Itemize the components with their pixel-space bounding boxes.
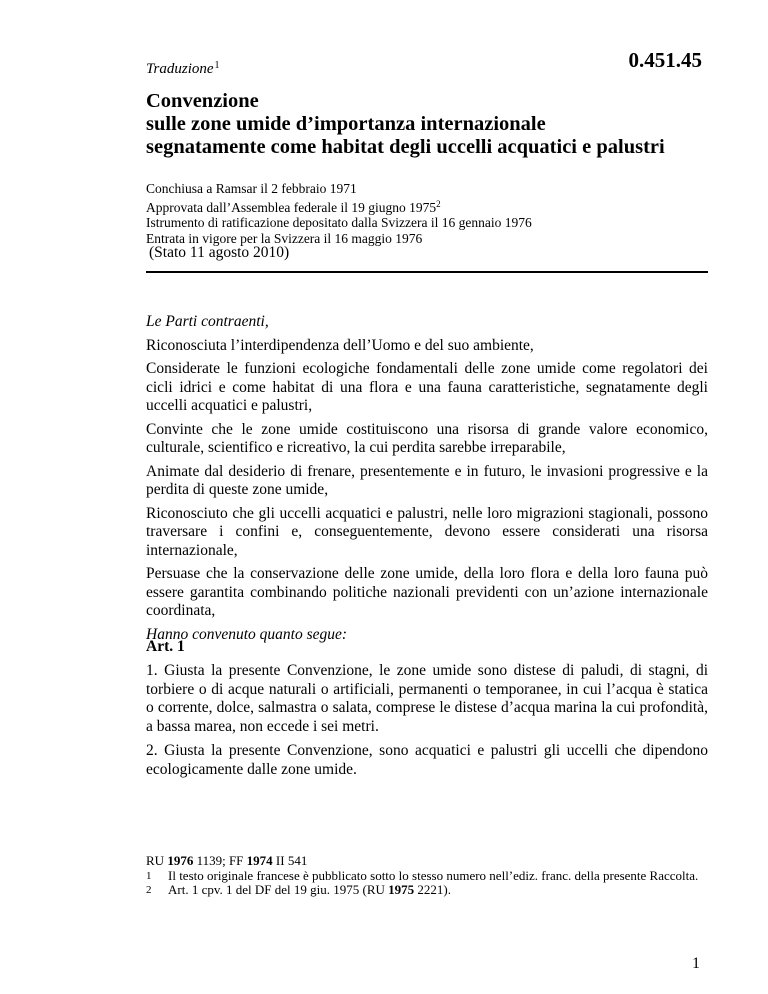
footnote-ref-1[interactable]: 1: [214, 60, 220, 71]
fn-text: Art. 1 cpv. 1 del DF del 19 giu. 1975 (RU: [168, 882, 389, 897]
fn-text: 1139; FF: [193, 853, 247, 868]
footnote-2: [146, 883, 708, 898]
fn-year: 1974: [246, 853, 273, 868]
fn-text: 2221).: [414, 882, 451, 897]
article-heading: Art. 1: [146, 638, 185, 655]
preamble-paragraph: Considerate le funzioni ecologiche fondamentali delle zone umide come regolatori dei cicli idrici e come habitat di una flora e una fauna caratteristiche, segnatamente degli uccelli acquatici e palustri,: [146, 360, 708, 414]
title-line-2: sulle zone umide d’importanza internazionale: [146, 113, 546, 135]
fn-year: 1975: [388, 882, 415, 897]
article-paragraph-1: 1. Giusta la presente Convenzione, le zone umide sono distese di paludi, di stagni, di torbiere o di acque naturali o artificiali, permanenti o temporanee, in cui l’acqua è statica o corrente, dolce, salmastra o salata, comprese le distese d’acqua marina la cui profondità, a bassa marea, non eccede i sei metri.: [146, 662, 708, 735]
preamble-paragraph: Riconosciuto che gli uccelli acquatici e palustri, nelle loro migrazioni stagionali, possono traversare i confini e, conseguentemente, devono essere considerati una risorsa internazionale,: [146, 504, 708, 559]
article-body: [146, 662, 708, 785]
page-number: 1: [692, 955, 700, 972]
preamble-paragraph: Animate dal desiderio di frenare, presentemente e in futuro, le invasioni progressive e la perdita di queste zone umide,: [146, 462, 708, 498]
translation-label: [146, 60, 220, 78]
meta-entry-into-force: Entrata in vigore per la Svizzera il 16 maggio 1976: [146, 230, 423, 246]
meta-concluded: Conchiusa a Ramsar il 2 febbraio 1971: [146, 181, 357, 196]
footnote-number: 1: [146, 869, 152, 882]
footnote-ref-2[interactable]: 2: [436, 198, 441, 209]
translation-text: Traduzione: [146, 61, 214, 77]
title-line-1: Convenzione: [146, 90, 259, 112]
footnote-number: 2: [146, 884, 152, 896]
preamble-paragraph: Convinte che le zone umide costituiscono una risorsa di grande valore economico, culturale, scientifico e ricreativo, la cui perdita sarebbe irreparabile,: [146, 420, 708, 456]
footnote-text: [168, 883, 708, 898]
preamble: [146, 313, 708, 649]
fn-text: II 541: [272, 853, 308, 868]
document-title: [146, 90, 726, 159]
preamble-closing: Hanno convenuto quanto segue:: [146, 625, 348, 643]
footnote-1: [146, 869, 708, 884]
preamble-paragraph: Persuase che la conservazione delle zone umide, della loro flora e della loro fauna può essere garantita combinando politiche nazionali previdenti con un’azione internazionale coordinata,: [146, 565, 708, 619]
horizontal-rule: [146, 271, 708, 273]
document-number: 0.451.45: [628, 48, 702, 72]
footnotes: [146, 854, 708, 898]
title-line-3: segnatamente come habitat degli uccelli acquatici e palustri: [146, 136, 665, 158]
article-paragraph-2: 2. Giusta la presente Convenzione, sono acquatici e palustri gli uccelli che dipendono ecologicamente dalle zone umide.: [146, 742, 708, 778]
meta-approved: [146, 197, 726, 216]
fn-year: 1976: [167, 853, 194, 868]
fn-text: RU: [146, 853, 168, 868]
document-metadata: [146, 181, 726, 246]
preamble-paragraph: Riconosciuta l’interdipendenza dell’Uomo e del suo ambiente,: [146, 336, 534, 354]
preamble-intro: Le Parti contraenti,: [146, 313, 269, 330]
meta-approved-text: Approvata dall’Assemblea federale il 19 giugno 1975: [146, 199, 437, 215]
meta-ratification: Istrumento di ratificazione depositato dalla Svizzera il 16 gennaio 1976: [146, 215, 532, 230]
footnote-text: Il testo originale francese è pubblicato sotto lo stesso numero nell’ediz. franc. della presente Raccolta.: [168, 867, 699, 883]
footnote-source: [146, 854, 708, 869]
status-date: (Stato 11 agosto 2010): [149, 244, 290, 261]
